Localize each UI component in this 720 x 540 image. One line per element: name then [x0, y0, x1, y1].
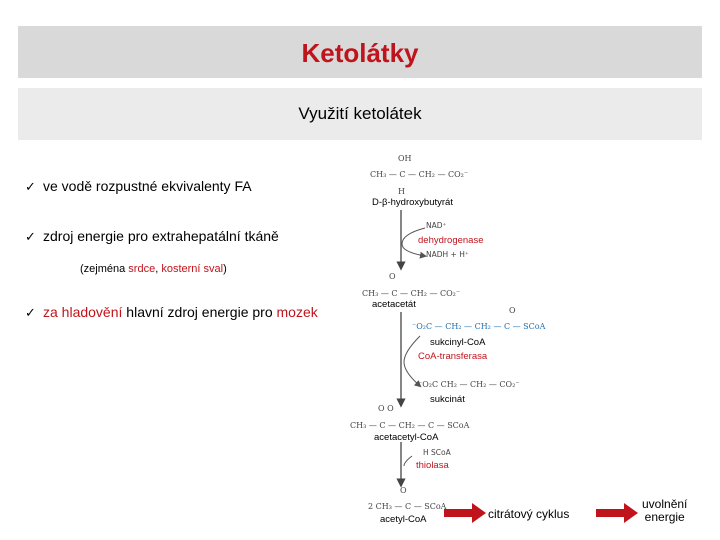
note: (zejména srdce, kosterní sval)	[80, 263, 227, 275]
accoa-formula: 2 CH₃ — C — SCoA	[368, 502, 447, 511]
aacoa-o: O O	[378, 404, 394, 413]
accoa-o: O	[400, 486, 407, 495]
checkmark-icon: ✓	[25, 179, 36, 194]
bullet-2-text: zdroj energie pro extrahepatální tkáně	[43, 228, 279, 244]
aa-o: O	[389, 272, 396, 281]
hb-h: H	[398, 187, 405, 196]
red-arrow-icon	[444, 503, 486, 523]
acetoacetate-label: acetacetát	[372, 299, 416, 310]
hscoa-curve	[404, 456, 412, 466]
bullet-1-text: ve vodě rozpustné ekvivalenty FA	[43, 178, 252, 194]
slide-subtitle: Využití ketolátek	[298, 104, 422, 123]
hb-oh: OH	[398, 154, 412, 163]
citrate-cycle-label: citrátový cyklus	[488, 507, 570, 521]
aa-formula: CH₃ — C — CH₂ — CO₂⁻	[362, 289, 461, 298]
brain-word: mozek	[276, 304, 318, 320]
hb-formula: CH₃ — C — CH₂ — CO₂⁻	[370, 170, 469, 179]
succinate-formula: ⁻O₂C CH₂ — CH₂ — CO₂⁻	[418, 380, 520, 389]
energy-release-label: uvolnění energie	[642, 497, 688, 524]
checkmark-icon: ✓	[25, 305, 36, 320]
muscle-word: kosterní sval	[161, 263, 224, 275]
succinyl-coa-label: sukcinyl-CoA	[430, 337, 486, 348]
bullet-3-highlight: za hladovění	[43, 304, 123, 320]
aacoa-formula: CH₃ — C — CH₂ — C — SCoA	[350, 421, 470, 430]
hscoa-label: H SCoA	[423, 448, 451, 457]
hydroxybutyrate-label: D-β-hydroxybutyrát	[372, 197, 453, 208]
nad-label: NAD⁺	[426, 221, 447, 230]
succoa-formula: ⁻O₂C — CH₂ — CH₂ — C — SCoA	[412, 322, 546, 331]
slide-title: Ketolátky	[301, 38, 419, 68]
bullet-3: ✓ za hladovění hlavní zdroj energie pro mozek	[25, 304, 318, 320]
nadh-label: NADH + H⁺	[426, 250, 469, 259]
heart-word: srdce	[128, 263, 156, 275]
coa-transferase-label: CoA-transferasa	[418, 351, 488, 362]
dehydrogenase-label: dehydrogenase	[418, 235, 484, 246]
succoa-o: O	[509, 306, 516, 315]
acetyl-coa-label: acetyl-CoA	[380, 514, 427, 525]
acetoacetyl-coa-label: acetacetyl-CoA	[374, 432, 439, 443]
checkmark-icon: ✓	[25, 229, 36, 244]
red-arrow-icon	[596, 503, 638, 523]
thiolase-label: thiolasa	[416, 460, 449, 471]
succinate-label: sukcinát	[430, 394, 465, 405]
